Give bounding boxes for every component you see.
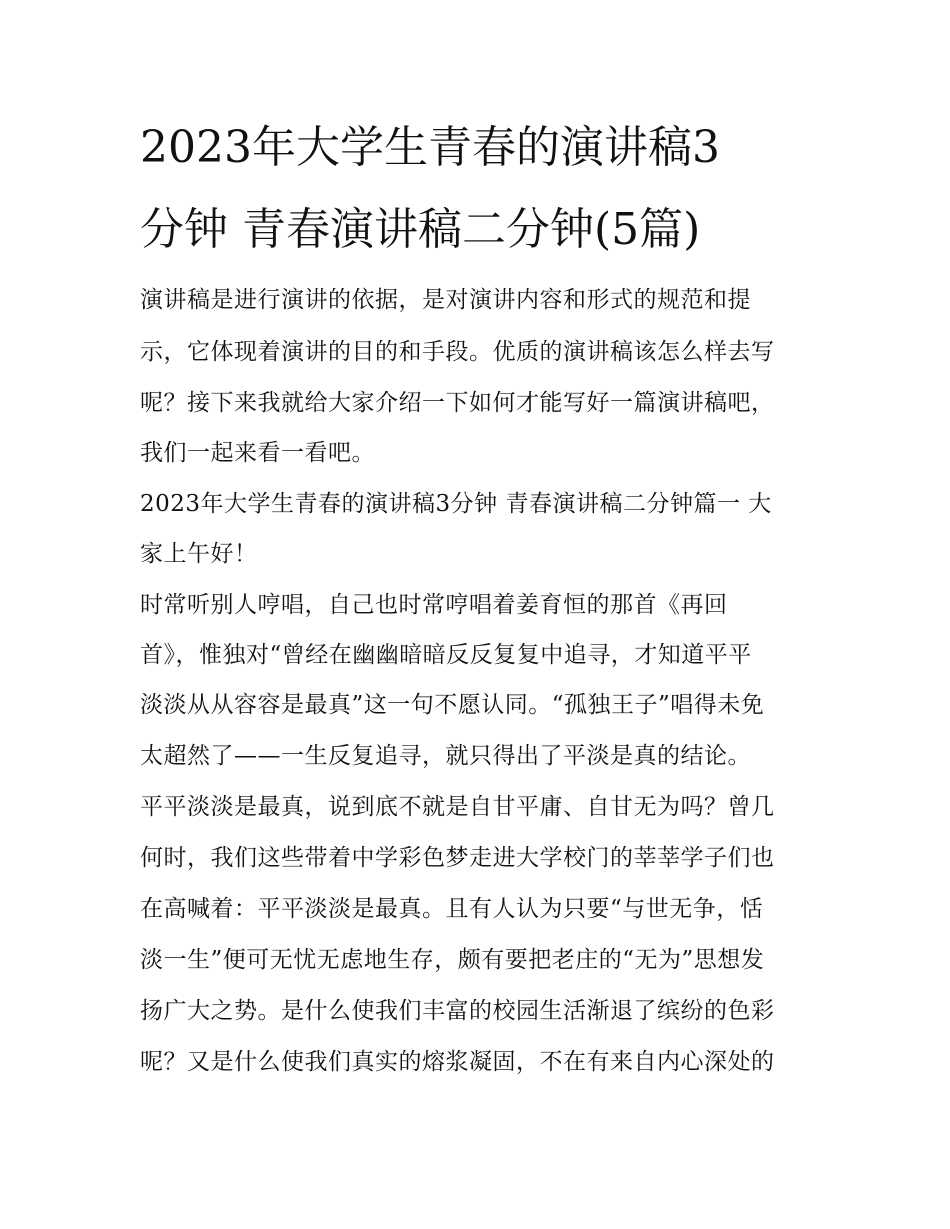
body-line: 呢？又是什么使我们真实的熔浆凝固，不在有来自内心深处的 <box>140 1049 775 1075</box>
body-line: 2023年大学生青春的演讲稿3分钟 青春演讲稿二分钟篇一 大 <box>140 491 772 517</box>
body-line: 平平淡淡是最真，说到底不就是自甘平庸、自甘无为吗？曾几 <box>140 794 775 820</box>
body-line: 家上午好！ <box>140 541 258 567</box>
body-line: 首》，惟独对“曾经在幽幽暗暗反反复复中追寻，才知道平平 <box>140 642 752 668</box>
body-line: 淡淡从从容容是最真”这一句不愿认同。“孤独王子”唱得未免 <box>140 692 765 718</box>
body-line: 演讲稿是进行演讲的依据，是对演讲内容和形式的规范和提 <box>140 287 751 313</box>
body-line: 太超然了——一生反复追寻，就只得出了平淡是真的结论。 <box>140 743 751 769</box>
body-line: 在高喊着：平平淡淡是最真。且有人认为只要“与世无争，恬 <box>140 896 764 922</box>
body-line: 淡一生”便可无忧无虑地生存，颇有要把老庄的“无为”思想发 <box>140 947 765 973</box>
document-title-line-2: 分钟 青春演讲稿二分钟(5篇) <box>140 204 701 255</box>
body-line: 示，它体现着演讲的目的和手段。优质的演讲稿该怎么样去写 <box>140 339 775 365</box>
body-line: 时常听别人哼唱，自己也时常哼唱着姜育恒的那首《再回 <box>140 592 728 618</box>
document-title-line-1: 2023年大学生青春的演讲稿3 <box>140 122 720 173</box>
body-line: 扬广大之势。是什么使我们丰富的校园生活渐退了缤纷的色彩 <box>140 998 775 1024</box>
body-line: 呢？接下来我就给大家介绍一下如何才能写好一篇演讲稿吧， <box>140 390 775 416</box>
body-line: 何时，我们这些带着中学彩色梦走进大学校门的莘莘学子们也 <box>140 845 775 871</box>
body-line: 我们一起来看一看吧。 <box>140 440 375 466</box>
